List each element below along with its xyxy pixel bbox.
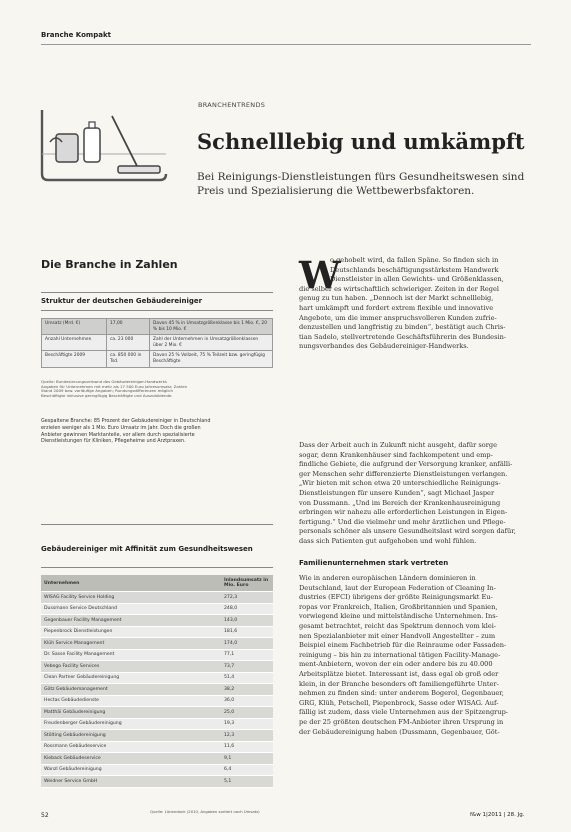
body-line: Dienstleistungen für unsere Kunden“, sagt Michael Jasper (299, 488, 495, 497)
sidebar-heading: Die Branche in Zahlen (41, 258, 178, 271)
table-row (41, 649, 273, 661)
table-row (41, 776, 273, 788)
company-name: Weidner Service GmbH (41, 776, 221, 788)
body-line: o gehobelt wird, da fallen Späne. So finden sich in (330, 256, 499, 264)
table-cell: Beschäftigte 2009 (42, 351, 107, 367)
body-line: gesamt betrachtet, reicht das Spektrum dennoch vom klei- (299, 621, 497, 630)
body-line: Deutschlands beschäftigungsstärkstem Handwerk (330, 265, 499, 274)
company-revenue: 6,4 (221, 764, 273, 776)
body-line: der Gebäudereinigung haben (Dussmann, Gegenbauer, Göt- (299, 727, 500, 736)
divider (41, 310, 273, 311)
company-revenue: 143,0 (221, 615, 273, 627)
body-line: nungsverbandes des Gebäudereiniger-Handwerks. (299, 342, 469, 351)
company-revenue: 11,6 (221, 741, 273, 753)
body-line: dustries (EFCI) übrigens der größte Reinigungsmarkt Eu- (299, 593, 493, 602)
table-row (41, 707, 273, 719)
company-revenue: 77,1 (221, 649, 273, 661)
body-paragraph-3 (299, 574, 531, 737)
table-row (41, 764, 273, 776)
company-name: Wanzl Gebäudereinigung (41, 764, 221, 776)
body-line: Dass der Arbeit auch in Zukunft nicht ausgeht, dafür sorge (299, 441, 498, 449)
company-revenue: 73,7 (221, 661, 273, 673)
table-row (41, 672, 273, 684)
table-row (41, 730, 273, 742)
article-kicker: BRANCHENTRENDS (198, 101, 266, 109)
body-line: klein, in der Branche besonders oft familiengeführte Unter- (299, 679, 499, 688)
body-paragraph-2 (299, 441, 531, 547)
article-lead (197, 170, 525, 198)
body-line: fällig ist zudem, dass viele Unternehmen aus der Spitzengrup- (299, 708, 509, 717)
divider (41, 567, 273, 568)
lead-line: Bei Reinigungs-Dienstleistungen fürs Gesundheitswesen sind (197, 171, 525, 183)
body-line: hart umkämpft und fordert extrem flexible und innovative (299, 303, 494, 312)
table-cell: 17,00 (107, 319, 150, 335)
table-row (42, 335, 273, 351)
body-line: genug zu tun haben. „Dennoch ist der Markt schnelllebig, (299, 294, 494, 303)
table-row (41, 741, 273, 753)
table-row (42, 351, 273, 367)
page-number: 52 (41, 812, 49, 819)
companies-table (41, 575, 273, 788)
company-revenue: 19,3 (221, 718, 273, 730)
column-header: Inlandsumsatz in Mio. Euro (221, 575, 273, 592)
company-revenue: 38,2 (221, 684, 273, 696)
paragraph-line: erzielen weniger als 1 Mio. Euro Umsatz im Jahr. Doch die großen (41, 424, 201, 431)
company-name: WISAG Facility Service Holding (41, 592, 221, 604)
table-row (41, 718, 273, 730)
body-line: Angebote, um die immer anspruchsvolleren Kunden zufrie- (299, 313, 497, 322)
body-line: ropas vor Frankreich, Italien, Großbritannien und Spanien, (299, 602, 498, 611)
table-cell: ca. 23 000 (107, 335, 150, 351)
paragraph-line: Gespaltene Branche: 85 Prozent der Gebäudereiniger in Deutschland (41, 418, 211, 424)
company-name: Stölting Gebäudereinigung (41, 730, 221, 742)
company-revenue: 51,4 (221, 672, 273, 684)
table-row (41, 615, 273, 627)
company-revenue: 174,0 (221, 638, 273, 650)
body-line: reinigung – bis hin zu international tätigen Facility-Manage- (299, 650, 501, 659)
body-line: sogar, denn Krankenhäuser sind fachkompetent und emp- (299, 450, 493, 459)
company-name: Kieback Gebäudeservice (41, 753, 221, 765)
body-line: von Dussmann. „Und im Bereich der Krankenhausreinigung (299, 498, 501, 507)
sidebar-paragraph (41, 418, 275, 445)
footnote-line: Quelle: Bundesinnungsverband des Gebäudereiniger-Handwerks (41, 380, 167, 384)
company-name: Rossmann Gebäudeservice (41, 741, 221, 753)
body-line: dass sich Patienten gut aufgehoben und wohl fühlen. (299, 536, 477, 545)
body-line: findliche Gebiete, die aufgrund der Versorgung kranker, anfälli- (299, 460, 513, 469)
table2-title: Gebäudereiniger mit Affinität zum Gesundheitswesen (41, 545, 253, 553)
table-cell: Davon 25 % Vollzeit, 75 % Teilzeit bzw. geringfügig Beschäftigte (150, 351, 273, 367)
body-paragraph-1 (299, 253, 531, 352)
body-line: nehmen zu finden sind: unter anderem Bogerol, Gegenbauer, (299, 689, 504, 698)
table-cell: ca. 850 000 in Tsd. (107, 351, 150, 367)
table-row (41, 753, 273, 765)
company-name: Gegenbauer Facility Management (41, 615, 221, 627)
company-revenue: 25,0 (221, 707, 273, 719)
body-line: ment-Anbietern, wovon der ein oder andere bis zu 40.000 (299, 660, 493, 669)
table-cell: Umsatz (Mrd. €) (42, 319, 107, 335)
body-line: pe der 25 größten deutschen FM-Anbieter ihren Ursprung in (299, 717, 504, 726)
divider (41, 524, 273, 525)
footnote-line: Beschäftigte inklusive geringfügig Beschäftigte und Auszubildende. (41, 393, 173, 398)
company-name: Klüh Service Management (41, 638, 221, 650)
table1-title: Struktur der deutschen Gebäudereiniger (41, 297, 203, 305)
body-line: personals schöner als unsere Gesundheitslast wird sorgen dafür, (299, 527, 516, 536)
company-revenue: 248,0 (221, 603, 273, 615)
body-line: Arbeitsplätze bietet. Interessant ist, dass egal ob groß oder (299, 669, 499, 678)
body-line: die selber es wirtschaftlich schwieriger. Zeiten in der Regel (299, 284, 500, 293)
issue-info: f&w 1|2011 | 28. Jg. (470, 812, 525, 818)
table2-source: Quelle: Lünendonk (2010, Angaben sortiert nach Umsatz) (150, 809, 260, 814)
article-title: Schnelllebig und umkämpft (197, 129, 525, 154)
table-row (41, 638, 273, 650)
footnote-line: Angaben für Unternehmen mit mehr als 17 500 Euro Jahresumsatz; Zahlen (41, 384, 188, 389)
body-line: Dienstleister in allen Gewichts- und Größenklassen, (330, 275, 504, 284)
body-line: ger Menschen sehr differenzierte Dienstleistungen verlangen. (299, 469, 508, 478)
company-name: Matthäi Gebäudereinigung (41, 707, 221, 719)
divider (41, 292, 273, 293)
body-line: Wie in anderen europäischen Ländern dominieren in (299, 574, 476, 582)
structure-table (41, 318, 273, 368)
lead-line: Preis und Spezialisierung die Wettbewerbsfaktoren. (197, 185, 475, 197)
body-line: „Wir bieten mit schon etwa 20 unterschiedliche Reinigungs- (299, 479, 501, 488)
table-row (41, 592, 273, 604)
table-cell: Zahl der Unternehmen in Umsatzgrößenklassen über 2 Mio. € (150, 335, 273, 351)
table-cell: Davon 45 % in Umsatzgrößenklasse bis 1 Mio. €, 20 % bis 10 Mio. € (150, 319, 273, 335)
table-row (41, 603, 273, 615)
company-revenue: 181,6 (221, 626, 273, 638)
company-revenue: 12,3 (221, 730, 273, 742)
footnote-line: Stand 2009 bzw. vorläufige Angaben; Rundungsdifferenzen möglich (41, 389, 174, 393)
drop-cap: W (299, 253, 341, 297)
body-line: GRG, Klüh, Petschell, Piepenbrock, Sasse oder WISAG. Auf- (299, 698, 499, 707)
table-row (42, 319, 273, 335)
company-name: Dussmann Service Deutschland (41, 603, 221, 615)
table-cell: Anzahl Unternehmen (42, 335, 107, 351)
company-name: Freudenberger Gebäudereinigung (41, 718, 221, 730)
company-revenue: 5,1 (221, 776, 273, 788)
company-name: Götz Gebäudemanagement (41, 684, 221, 696)
company-revenue: 272,3 (221, 592, 273, 604)
company-revenue: 9,1 (221, 753, 273, 765)
table-row (41, 684, 273, 696)
body-line: nen Spezialanbieter mit einer Handvoll Angestellter – zum (299, 631, 496, 640)
section-label: Branche Kompakt (41, 31, 111, 39)
table-row (41, 695, 273, 707)
body-line: Beispiel einem Fachbetrieb für die Reinraume oder Fassaden- (299, 641, 507, 650)
company-revenue: 36,0 (221, 695, 273, 707)
company-name: Dr. Sasse Facility Management (41, 649, 221, 661)
body-line: Deutschland, laut der European Federation of Cleaning In- (299, 583, 496, 592)
table-row (41, 661, 273, 673)
column-header: Unternehmen (41, 575, 221, 592)
company-name: Piepenbrock Dienstleistungen (41, 626, 221, 638)
subheading: Familienunternehmen stark vertreten (299, 559, 449, 567)
body-line: tian Sadelo, stellvertretende Geschäftsführerin des Bundesin- (299, 332, 507, 341)
body-line: vorwiegend kleine und mittelständische Unternehmen. Ins- (299, 612, 498, 621)
paragraph-line: Dienstleistungen für Kliniken, Pflegeheime und Arztpraxen. (41, 438, 186, 445)
body-line: fertigung.“ Und die vielmehr und mehr ärztlichen und Pflege- (299, 517, 506, 526)
paragraph-line: Anbieter gewinnen Marktanteile, vor allem durch spezialisierte (41, 431, 195, 438)
cleaning-supplies-illustration (40, 104, 172, 184)
company-name: Vebego Facility Services (41, 661, 221, 673)
table1-footnotes (41, 380, 273, 398)
body-line: denzustellen und langfristig zu binden“, bestätigt auch Chris- (299, 323, 506, 332)
company-name: Clean Partner Gebäudereinigung (41, 672, 221, 684)
company-name: Hectas Gebäudedienste (41, 695, 221, 707)
top-rule (41, 44, 531, 45)
table-header-row (41, 575, 273, 592)
body-line: erbringen wir nahezu alle erforderlichen Leistungen in Eigen- (299, 508, 508, 517)
table-row (41, 626, 273, 638)
